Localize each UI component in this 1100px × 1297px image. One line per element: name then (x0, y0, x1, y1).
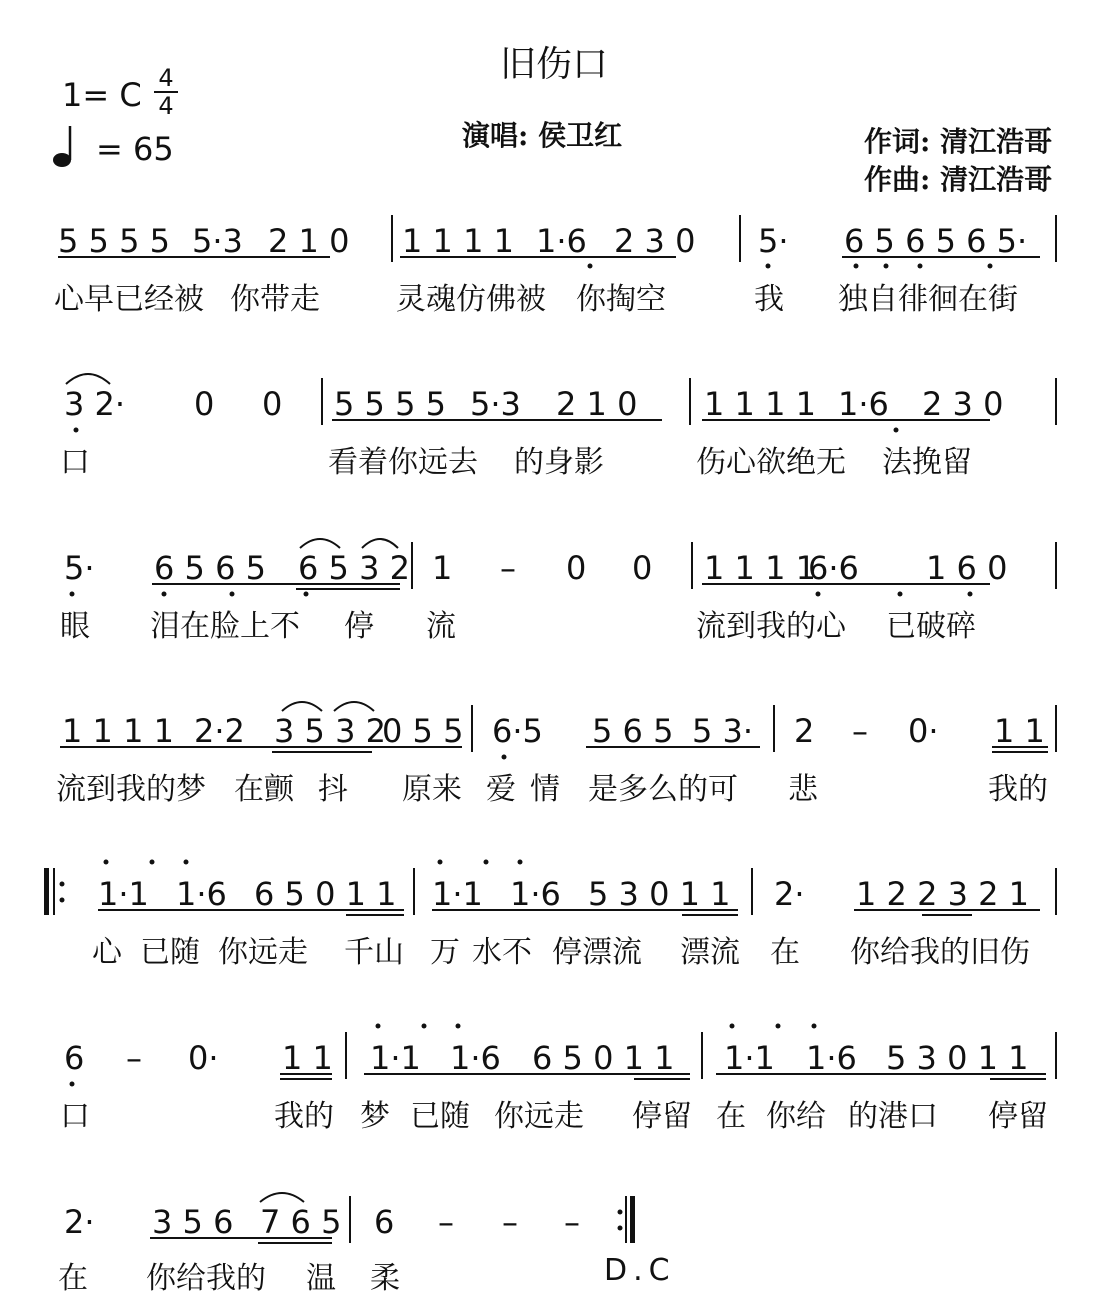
lyric: 我的 (274, 1099, 334, 1134)
note-group: 0 (194, 385, 215, 423)
note-group: 5 5 5 5 (334, 385, 446, 423)
lyric: 泪在脸上不 (150, 609, 300, 644)
lyric: 抖 (318, 772, 348, 807)
note-group: 5 3 0 1 1 (588, 875, 731, 913)
note-group: 1 1 1 1 (402, 222, 514, 260)
note-group: 5·3 (470, 385, 521, 423)
lyric: 情 (530, 772, 560, 807)
note-group: 0 (632, 549, 653, 587)
lyric: 爱 (486, 772, 516, 807)
lyric: 流 (426, 609, 456, 644)
note-group: – (438, 1203, 454, 1241)
note-group: 0 5 5 (382, 712, 464, 750)
note-group: 0· (908, 712, 939, 750)
lyric: 我 (754, 282, 784, 317)
composer-credit: 作曲: 清江浩哥 (864, 163, 1053, 196)
lyric: 独自徘徊在街 (838, 282, 1018, 317)
note-group: 5 6 5 (592, 712, 674, 750)
note-group: 2·2 (194, 712, 245, 750)
note-group: 1 (432, 549, 453, 587)
lyric: 温 (306, 1261, 336, 1296)
note-group: 5 5 5 5 (58, 222, 170, 260)
note-group: 2 3 0 (922, 385, 1004, 423)
note-group: 1·6 (450, 1039, 501, 1077)
note-group: 5 3 0 1 1 (886, 1039, 1029, 1077)
note-group: – (502, 1203, 518, 1241)
lyric: 你远走 (494, 1099, 584, 1134)
note-group: 2· (64, 1203, 95, 1241)
note-group: 1·6 (510, 875, 561, 913)
lyric: 口 (60, 445, 90, 480)
lyric: 你掏空 (576, 282, 666, 317)
note-group: 2 1 0 (268, 222, 350, 260)
note-group: 6·6 (808, 549, 859, 587)
lyric: 在 (716, 1099, 746, 1134)
note-group: 1 2 2 3 2 1 (856, 875, 1030, 913)
lyric: 水不 (472, 935, 532, 970)
lyric: 万 (430, 935, 460, 970)
lyric: 心早已经被 (54, 282, 204, 317)
lyric: 的身影 (514, 445, 604, 480)
note-group: – (564, 1203, 580, 1241)
note-group: 3 5 3 2 (274, 712, 386, 750)
note-group: 2 1 0 (556, 385, 638, 423)
note-group: 6 5 0 1 1 (254, 875, 397, 913)
note-group: 1 1 (282, 1039, 333, 1077)
note-group: 0 (566, 549, 587, 587)
lyric: 我的 (988, 772, 1048, 807)
note-group: 2 (794, 712, 815, 750)
time-signature (154, 66, 178, 118)
lyric: 千山 (344, 935, 404, 970)
singer-credit: 演唱: 侯卫红 (462, 119, 623, 152)
note-group: 2· (774, 875, 805, 913)
lyric: 已破碎 (886, 609, 976, 644)
note-group: – (500, 549, 516, 587)
lyricist-credit: 作词: 清江浩哥 (864, 125, 1053, 158)
note-group: 1·6 (536, 222, 587, 260)
note-group: 1 1 (994, 712, 1045, 750)
note-group: 5· (64, 549, 95, 587)
lyric: 漂流 (680, 935, 740, 970)
lyric: 在 (58, 1261, 88, 1296)
note-group: 0 (262, 385, 283, 423)
lyric: 梦 (360, 1099, 390, 1134)
note-group: 6 5 3 2 (298, 549, 410, 587)
lyric: 看着你远去 (328, 445, 478, 480)
lyric: 原来 (402, 772, 462, 807)
lyric: 灵魂仿佛被 (396, 282, 546, 317)
note-group: 7 6 5 (260, 1203, 342, 1241)
dc-marking: D.C (604, 1253, 676, 1288)
note-group: 5·3 (192, 222, 243, 260)
lyric: 流到我的梦 (56, 772, 206, 807)
note-group: – (852, 712, 868, 750)
note-group: 0· (188, 1039, 219, 1077)
lyric: 已随 (140, 935, 200, 970)
lyric: 你给我的旧伤 (850, 935, 1030, 970)
note-group: 1 6 0 (926, 549, 1008, 587)
lyric: 停 (344, 609, 374, 644)
lyric: 是多么的可 (588, 772, 738, 807)
lyric: 眼 (60, 609, 90, 644)
note-group: 1·6 (806, 1039, 857, 1077)
note-group: 1·6 (176, 875, 227, 913)
lyric: 心 (92, 935, 122, 970)
note-group: – (126, 1039, 142, 1077)
repeat-start-sign (44, 868, 65, 915)
lyric: 你给 (766, 1099, 826, 1134)
lyric: 停留 (632, 1099, 692, 1134)
time-sig-bottom: 4 (158, 92, 174, 120)
note-group: 1 1 1 1 (62, 712, 174, 750)
note-group: 6·5 (492, 712, 543, 750)
lyric: 你远走 (218, 935, 308, 970)
note-group: 3 5 6 (152, 1203, 234, 1241)
lyric: 在 (770, 935, 800, 970)
note-group: 2 3 0 (614, 222, 696, 260)
note-group: 5 3· (692, 712, 754, 750)
lyric: 流到我的心 (696, 609, 846, 644)
lyric: 的港口 (848, 1099, 938, 1134)
key-signature: 1= C (62, 76, 142, 114)
note-group: 1·6 (838, 385, 889, 423)
time-sig-top: 4 (158, 64, 174, 92)
song-title: 旧伤口 (500, 44, 609, 85)
lyric: 在颤 (234, 772, 294, 807)
lyric: 停留 (988, 1099, 1048, 1134)
note-group: 6 (64, 1039, 85, 1077)
lyric: 你给我的 (146, 1261, 266, 1296)
note-group: 5· (758, 222, 789, 260)
note-group: 3 2· (64, 385, 126, 423)
lyric: 口 (60, 1099, 90, 1134)
note-group: 1 1 1 1 (704, 549, 816, 587)
note-group: 6 (374, 1203, 395, 1241)
note-group: 6 5 6 5 6 5· (844, 222, 1028, 260)
note-group: 1 1 1 1 (704, 385, 816, 423)
note-group: 6 5 6 5 (154, 549, 266, 587)
lyric: 柔 (370, 1261, 400, 1296)
note-group: 1·1 (98, 875, 149, 913)
lyric: 伤心欲绝无 (696, 445, 846, 480)
lyric: 停漂流 (552, 935, 642, 970)
note-group: 1·1 (724, 1039, 775, 1077)
note-group: 1·1 (370, 1039, 421, 1077)
lyric: 悲 (788, 772, 818, 807)
lyric: 法挽留 (882, 445, 972, 480)
tempo-value: = 65 (96, 130, 174, 168)
quarter-note-icon (53, 126, 71, 167)
lyric: 你带走 (230, 282, 320, 317)
lyric: 已随 (410, 1099, 470, 1134)
note-group: 1·1 (432, 875, 483, 913)
note-group: 6 5 0 1 1 (532, 1039, 675, 1077)
